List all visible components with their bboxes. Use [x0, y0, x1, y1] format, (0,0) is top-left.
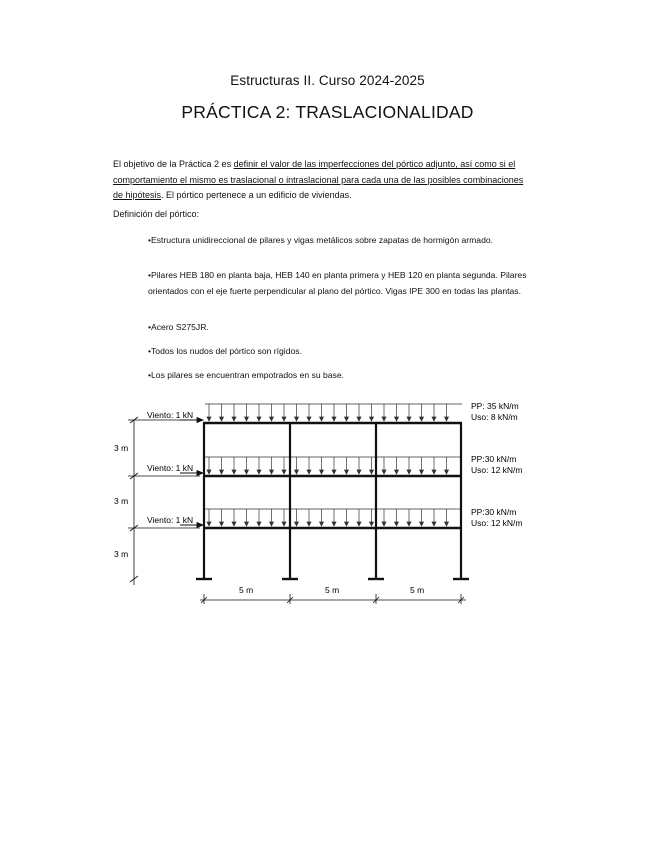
load-arrow-part — [420, 470, 424, 474]
load-arrow-part — [407, 417, 411, 421]
load-arrow-part — [295, 417, 299, 421]
load-arrow-part — [432, 522, 436, 526]
load-arrow-part — [320, 417, 324, 421]
bullet-nodes: •Todos los nudos del pórtico son rígidos. — [148, 346, 302, 356]
load-arrow-part — [207, 470, 211, 474]
load-arrow-part — [420, 417, 424, 421]
load-arrow-part — [395, 522, 399, 526]
load-pp-level-3: PP: 35 kN/m — [471, 401, 519, 411]
load-arrow-part — [420, 522, 424, 526]
load-arrow-part — [370, 417, 374, 421]
load-pp-level-1: PP:30 kN/m — [471, 507, 517, 517]
load-arrow-part — [345, 470, 349, 474]
beams — [203, 423, 462, 528]
page-title: PRÁCTICA 2: TRASLACIONALIDAD — [181, 102, 474, 122]
load-arrow-part — [332, 470, 336, 474]
load-arrow-part — [232, 417, 236, 421]
load-uso-level-3: Uso: 8 kN/m — [471, 412, 518, 422]
load-arrow-part — [220, 470, 224, 474]
load-arrow-part — [220, 417, 224, 421]
load-arrow-part — [407, 522, 411, 526]
load-arrow-part — [382, 417, 386, 421]
load-arrow-part — [282, 470, 286, 474]
load-arrow-part — [407, 470, 411, 474]
load-arrow-part — [207, 417, 211, 421]
wind-label-top: Viento: 1 kN — [147, 410, 194, 420]
load-arrow-part — [357, 417, 361, 421]
load-arrow-part — [257, 417, 261, 421]
load-arrow-part — [332, 417, 336, 421]
load-arrow-part — [307, 417, 311, 421]
height-dimension-line — [128, 417, 200, 585]
bullet-steel: •Acero S275JR. — [148, 322, 209, 332]
load-arrow-part — [270, 522, 274, 526]
load-arrow-part — [282, 522, 286, 526]
load-arrow-part — [320, 522, 324, 526]
intro-text-end: . El pórtico pertenece a un edificio de viviendas. — [161, 190, 352, 200]
height-label-top: 3 m — [114, 443, 129, 453]
wind-label-bottom: Viento: 1 kN — [147, 515, 194, 525]
load-arrow-part — [257, 522, 261, 526]
load-arrow-part — [207, 522, 211, 526]
intro-underlined-text: definir el valor de las imperfecciones del pórtico adjunto, así como si el comportamiento el mismo es traslacional o intraslacional para cada una de las posibles combinaciones de hipótesis — [113, 159, 524, 200]
load-arrow-part — [395, 417, 399, 421]
load-uso-level-1: Uso: 12 kN/m — [471, 518, 523, 528]
load-arrow-part — [232, 522, 236, 526]
load-arrow-part — [395, 470, 399, 474]
load-arrow-part — [257, 470, 261, 474]
load-arrow-part — [370, 522, 374, 526]
load-arrow-part — [445, 470, 449, 474]
load-arrow-part — [382, 522, 386, 526]
load-arrow-part — [270, 417, 274, 421]
load-arrow-part — [345, 417, 349, 421]
load-arrow-part — [332, 522, 336, 526]
definition-heading: Definición del pórtico: — [113, 209, 200, 219]
span-label-2: 5 m — [325, 585, 340, 595]
bullet-structure: •Estructura unidireccional de pilares y vigas metálicos sobre zapatas de hormigón armado. — [148, 235, 494, 245]
load-arrow-part — [245, 417, 249, 421]
span-dimension-line — [200, 594, 466, 604]
portal-frame-diagram — [0, 390, 655, 610]
load-arrow-part — [445, 417, 449, 421]
load-arrow-part — [307, 470, 311, 474]
load-arrow-part — [382, 470, 386, 474]
bullet-columns: •Pilares HEB 180 en planta baja, HEB 140 en planta primera y HEB 120 en planta segunda. Pilares orientados con el eje fuerte perpendicular al plano del pórtico. Vigas IPE 300 en todas las plantas. — [148, 270, 527, 296]
wind-label-middle: Viento: 1 kN — [147, 463, 194, 473]
load-arrow-part — [320, 470, 324, 474]
columns — [204, 423, 461, 579]
load-arrow-part — [245, 470, 249, 474]
bullet-supports: •Los pilares se encuentran empotrados en su base. — [148, 370, 345, 380]
load-uso-level-2: Uso: 12 kN/m — [471, 465, 523, 475]
load-arrow-part — [295, 470, 299, 474]
intro-text-start: El objetivo de la Práctica 2 es — [113, 159, 234, 169]
load-arrow-part — [357, 522, 361, 526]
load-arrow-part — [445, 522, 449, 526]
load-arrow-part — [370, 470, 374, 474]
load-arrow-part — [432, 417, 436, 421]
load-arrow-part — [295, 522, 299, 526]
span-label-1: 5 m — [239, 585, 254, 595]
load-arrow-part — [245, 522, 249, 526]
load-arrow-part — [432, 470, 436, 474]
intro-paragraph — [113, 157, 533, 204]
load-arrow-part — [232, 470, 236, 474]
height-label-middle: 3 m — [114, 496, 129, 506]
load-arrow-part — [220, 522, 224, 526]
course-header: Estructuras II. Curso 2024-2025 — [230, 73, 425, 88]
load-arrow-part — [357, 470, 361, 474]
span-label-3: 5 m — [410, 585, 425, 595]
height-label-bottom: 3 m — [114, 549, 129, 559]
load-arrow-part — [307, 522, 311, 526]
load-arrow-part — [282, 417, 286, 421]
load-pp-level-2: PP:30 kN/m — [471, 454, 517, 464]
load-arrow-part — [345, 522, 349, 526]
load-arrow-part — [270, 470, 274, 474]
